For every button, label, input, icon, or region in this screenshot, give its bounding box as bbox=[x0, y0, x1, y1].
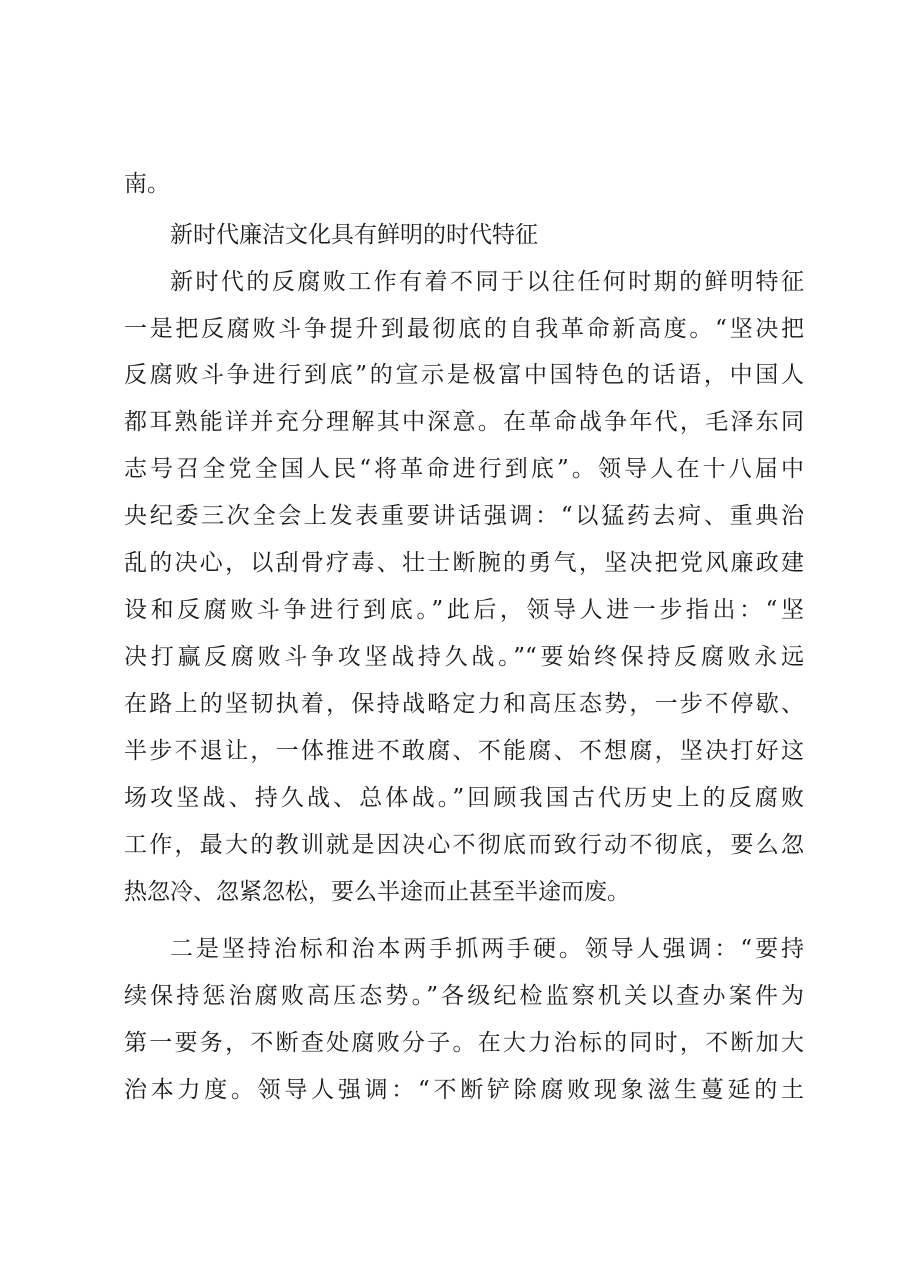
text-line: 设和反腐败斗争进行到底。”此后，领导人进一步指出：“坚 bbox=[124, 597, 804, 623]
text-line: 决打赢反腐败斗争攻坚战持久战。”“要始终保持反腐败永远 bbox=[124, 644, 804, 670]
text-line: 热忽冷、忽紧忽松，要么半途而止甚至半途而废。 bbox=[124, 879, 630, 905]
text-line: 在路上的坚韧执着，保持战略定力和高压态势，一步不停歇、 bbox=[124, 691, 804, 717]
text-line: 乱的决心，以刮骨疗毒、壮士断腕的勇气，坚决把党风廉政建 bbox=[124, 550, 804, 576]
text-line: 工作，最大的教训就是因决心不彻底而致行动不彻底，要么忽 bbox=[124, 832, 804, 858]
text-line: 续保持惩治腐败高压态势。”各级纪检监察机关以查办案件为 bbox=[124, 983, 804, 1009]
text-line: 第一要务，不断查处腐败分子。在大力治标的同时，不断加大 bbox=[124, 1030, 804, 1056]
text-line: 场攻坚战、持久战、总体战。”回顾我国古代历史上的反腐败 bbox=[124, 785, 804, 811]
text-line: 半步不退让，一体推进不敢腐、不能腐、不想腐，坚决打好这 bbox=[124, 738, 804, 764]
text-line: 都耳熟能详并充分理解其中深意。在革命战争年代，毛泽东同 bbox=[124, 409, 804, 435]
text-line: 二是坚持治标和治本两手抓两手硬。领导人强调：“要持 bbox=[170, 936, 804, 962]
text-line: 反腐败斗争进行到底”的宣示是极富中国特色的话语，中国人 bbox=[124, 362, 804, 388]
text-line: 南。 bbox=[124, 171, 170, 197]
text-line: 治本力度。领导人强调：“不断铲除腐败现象滋生蔓延的土 bbox=[124, 1077, 804, 1103]
text-line: 志号召全党全国人民“将革命进行到底”。领导人在十八届中 bbox=[124, 456, 804, 482]
text-line: 新时代的反腐败工作有着不同于以往任何时期的鲜明特征 bbox=[170, 269, 804, 295]
text-line: 一是把反腐败斗争提升到最彻底的自我革命新高度。“坚决把 bbox=[124, 316, 804, 342]
section-heading: 新时代廉洁文化具有鲜明的时代特征 bbox=[170, 222, 538, 248]
text-line: 央纪委三次全会上发表重要讲话强调：“以猛药去疴、重典治 bbox=[124, 503, 804, 529]
